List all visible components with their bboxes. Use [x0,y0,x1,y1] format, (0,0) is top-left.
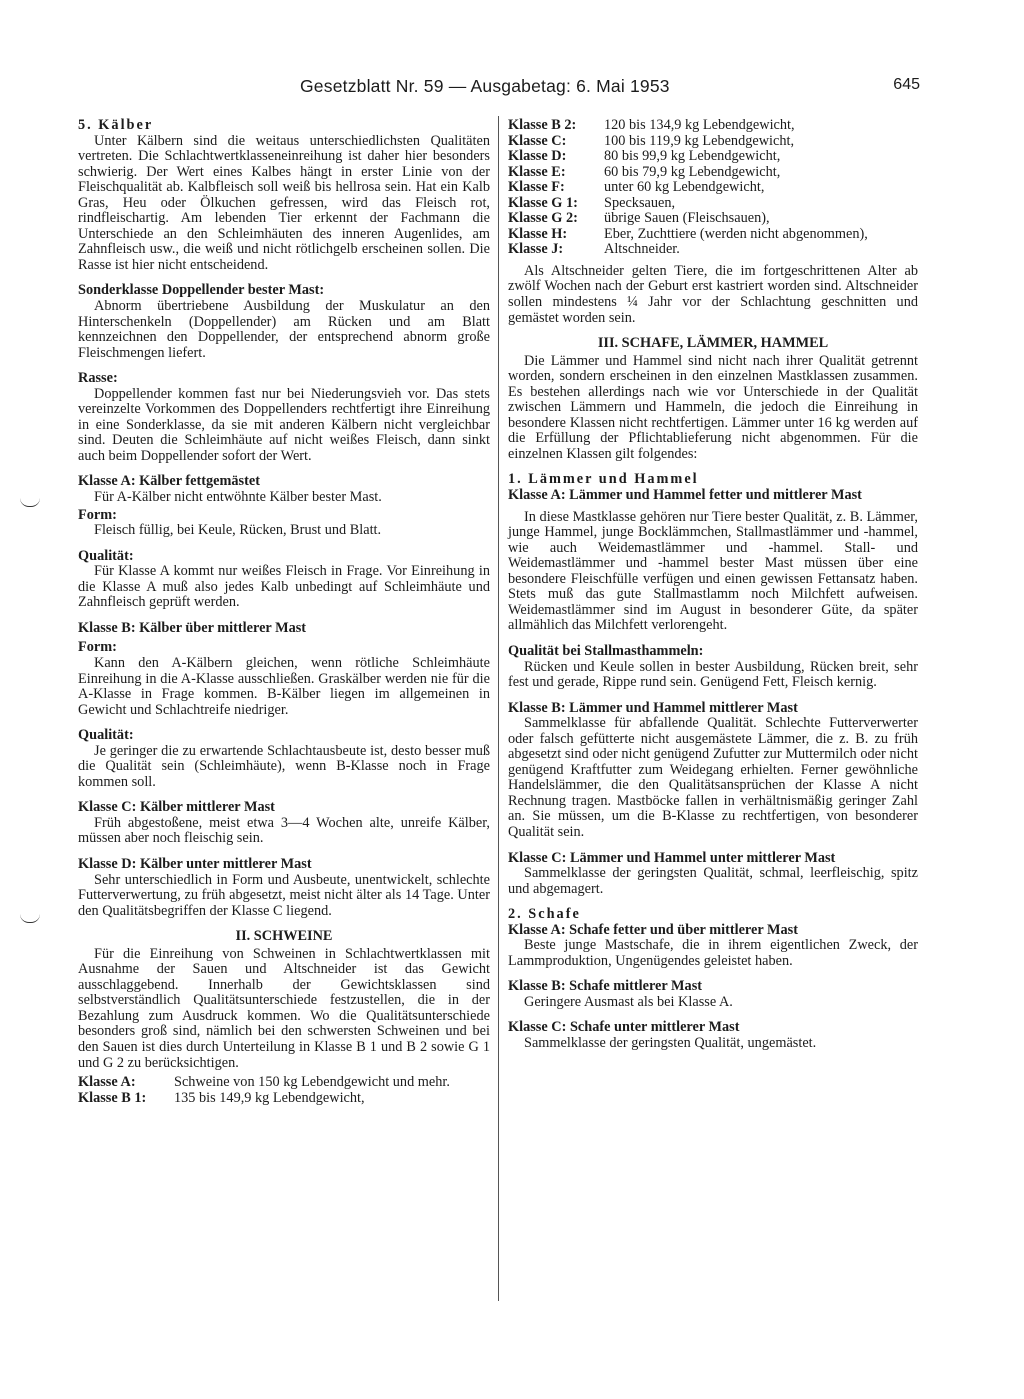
class-row [508,211,918,227]
paragraph: Für die Einreihung von Schweinen in Schlachtwertklassen mit Ausnahme der Sauen und Altschneider ist das Gewicht ausschlaggebend. Innerhalb der Gewichtsklassen sind selbstverständlich Qualitätsunterschiede festzustellen, die in der Bezahlung zum Ausdruck kommen. Wo die Qualitätsunterschiede besonders groß sind, nämlich bei den schwersten Schweinen und bei den Sauen ist dies durch Unterteilung in Klasse B 1 und B 2 sowie G 1 und G 2 zu berücksichtigen. [78,945,490,1071]
class-value: übrige Sauen (Fleischsauen), [604,210,770,227]
class-value: 60 bis 79,9 kg Lebendgewicht, [604,163,781,180]
paragraph: Unter Kälbern sind die weitaus unterschiedlichsten Qualitäten vertreten. Die Schlachtwertklasseneinreihung ist daher hier besonders schwierig. Der Wert eines Kalbes hängt in erster Linie von der Fleischqualität ab. Kalbfleisch soll weiß bis hellrosa sein. Hat ein Kalb Gras, Heu oder Ölkuchen gefressen, wird das Fleisch rot, rindfleischartig. Am lebenden Tier erkennt der Fachmann die Unterschiede an den Schleimhäuten des inneren Augenlides, am Zahnfleisch usw., die weiß und nicht rötlichgelb erscheinen sollen. Die Rasse ist hier nicht entscheidend. [78,132,490,273]
paragraph: Für A-Kälber nicht entwöhnte Kälber bester Mast. [94,489,382,506]
subheading: Klasse D: Kälber unter mittlerer Mast [78,855,312,872]
class-row [78,1075,490,1091]
paragraph: Doppellender kommen fast nur bei Niederungsvieh vor. Das stets vereinzelte Vorkommen des Doppellenders rechtfertigt ihre Einreihung in eine Sonderklasse, da sie mit anderen Kälbern nicht vergleichbar sind. Deuten die Schleimhäute auf nicht weißes Fleisch, dann sinkt auch beim Doppellender sofort der Wert. [78,385,490,464]
class-row [508,118,918,134]
class-key: Klasse B 2: [508,117,577,133]
paragraph: Abnorm übertriebene Ausbildung der Muskulatur an den Hinterschenkeln (Doppellender) am Rücken und am Blatt kennzeichnen den Doppellender, der entsprechend abnorm große Fleischmengen liefert. [78,298,490,361]
paragraph: Sammelklasse der geringsten Qualität, ungemästet. [524,1034,817,1051]
class-key: Klasse G 2: [508,210,578,227]
class-key: Klasse E: [508,163,566,180]
class-row [508,149,918,165]
class-value: Altschneider. [604,241,680,258]
subheading: Qualität: [78,727,134,744]
margin-mark [20,498,40,507]
class-key: Klasse G 1: [508,194,578,211]
class-row [508,196,918,212]
subheading: Sonderklasse Doppellender bester Mast: [78,282,325,299]
subheading: Klasse B: Schafe mittlerer Mast [508,978,703,995]
class-value: 120 bis 134,9 kg Lebendgewicht, [604,117,795,133]
section-heading: II. SCHWEINE [235,928,333,945]
subheading: Klasse C: Schafe unter mittlerer Mast [508,1019,740,1036]
right-column [508,118,918,1062]
paragraph: Sammelklasse für abfallende Qualität. Schlechte Futterverwerter oder falsch gefütterte nicht ausgemästete Lämmer, die z. B. zu früh abgesetzt sind oder nicht genügend Zufutter zur Muttermilch oder nicht genügend Kraftfutter zum Weidegang erhielten. Ferner gewöhnliche Handelslämmer, die den Qualitätsansprüchen der Klasse A nicht Rechnung tragen. Mastböcke fallen in verhältnismäßig geringer Zahl an. Sie müssen, um die B-Klasse zu rechtfertigen, von besonderer Qualität sein. [508,715,918,840]
class-row [508,134,918,150]
page-number: 645 [893,76,920,93]
subheading: Klasse A: Lämmer und Hammel fetter und mittlerer Mast [508,487,862,504]
class-row [508,165,918,181]
subheading: Klasse C: Lämmer und Hammel unter mittlerer Mast [508,849,836,866]
header-title: Gesetzblatt Nr. 59 — Ausgabetag: 6. Mai 1953 [300,76,670,96]
paragraph: Je geringer die zu erwartende Schlachtausbeute ist, desto besser muß die Qualität sein (Schleimhäute), wenn B-Klasse noch in Frage kommen soll. [78,742,490,790]
paragraph: Als Altschneider gelten Tiere, die im fortgeschrittenen Alter ab zwölf Wochen nach der Geburt erst kastriert worden sind. Altschneider sollen mindestens ¼ Jahr vor der Schlachtung geschnitten und gemästet worden sein. [508,262,918,326]
class-value: unter 60 kg Lebendgewicht, [604,179,765,196]
paragraph: Geringere Ausmast als bei Klasse A. [524,993,733,1010]
class-value: 100 bis 119,9 kg Lebendgewicht, [604,132,795,149]
column-divider [498,116,499,1301]
class-value: Schweine von 150 kg Lebendgewicht und mehr. [174,1074,450,1091]
paragraph: Beste junge Mastschafe, die in ihrem eigentlichen Zweck, der Lammproduktion, Ungenügendes geleistet haben. [508,937,918,969]
class-value: 135 bis 149,9 kg Lebendgewicht, [174,1089,365,1106]
subheading: Qualität: [78,547,134,564]
class-key: Klasse D: [508,148,567,165]
paragraph: Sammelklasse der geringsten Qualität, schmal, leerfleischig, spitz und abgemagert. [508,865,918,897]
section-heading: 2. Schafe [508,906,581,923]
subheading: Form: [78,506,117,523]
paragraph: Die Lämmer und Hammel sind nicht nach ihrer Qualität getrennt worden, sondern erscheinen in den einzelnen Mastklassen zusammen. Es bestehen allerdings nach wie vor Unterschiede in der Qualität zwischen Lämmern und Hammeln, die jedoch die Einreihung in besondere Klassen nicht rechtfertigen. Lämmer unter 16 kg werden auf die Erfüllung der Pflichtablieferung nicht abgenommen. Für die einzelnen Klassen gilt folgendes: [508,352,918,462]
section-heading: 5. Kälber [78,117,154,133]
class-key: Klasse B 1: [78,1089,147,1106]
margin-mark [20,914,40,923]
paragraph: Früh abgestoßene, meist etwa 3—4 Wochen alte, unreife Kälber, müssen aber noch fleischig sein. [78,814,490,847]
paragraph: In diese Mastklasse gehören nur Tiere bester Qualität, z. B. Lämmer, junge Hammel, junge Bocklämmchen, Stallmastlämmer und -hammel, wie auch Weidemastlämmer und -hammel. Stall- und Weidemastlämmer und -hammel bester Mast müssen über eine besondere Fleischfülle verfügen und einen gewissen Fettansatz haben. Stets muß das gute Stallmastlamm noch Milchfett aufweisen. Weidemastlämmer sind im August in besonderer Güte, da später allmählich das Milchfett verlorengeht. [508,508,918,634]
subheading: Klasse B: Lämmer und Hammel mittlerer Mast [508,699,798,716]
subheading: Klasse A: Schafe fetter und über mittlerer Mast [508,921,798,938]
class-key: Klasse H: [508,225,568,242]
subheading: Rasse: [78,370,118,387]
subheading: Klasse C: Kälber mittlerer Mast [78,799,275,816]
section-heading: 1. Lämmer und Hammel [508,471,699,488]
section-heading: III. SCHAFE, LÄMMER, HAMMEL [597,335,829,352]
class-key: Klasse F: [508,179,565,196]
paragraph: Fleisch füllig, bei Keule, Rücken, Brust und Blatt. [94,522,382,539]
subheading: Form: [78,639,117,656]
subheading: Qualität bei Stallmasthammeln: [508,642,704,659]
class-key: Klasse C: [508,132,567,149]
class-value: Eber, Zuchttiere (werden nicht abgenommen), [604,225,868,242]
class-row [508,242,918,258]
page-header [80,76,922,102]
class-key: Klasse A: [78,1074,136,1091]
left-column [78,118,490,1106]
subheading: Klasse B: Kälber über mittlerer Mast [78,619,307,636]
paragraph: Rücken und Keule sollen in bester Ausbildung, Rücken breit, sehr fest und gerade, Rippe rund sein. Genügend Fett, Fleisch kernig. [508,658,918,691]
paragraph: Für Klasse A kommt nur weißes Fleisch in Frage. Vor Einreihung in die Klasse A muß also jedes Kalb unbedingt auf Schleimhäute und Zahnfleisch geprüft werden. [78,563,490,611]
class-row [508,227,918,243]
paragraph: Kann den A-Kälbern gleichen, wenn rötliche Schleimhäute Einreihung in die A-Klasse ausschließen. Graskälber werden nie für die A-Klasse in Frage kommen. B-Kälber liegen im allgemeinen in Gewicht und Schlachtreife niedriger. [78,654,490,718]
paragraph: Sehr unterschiedlich in Form und Ausbeute, unentwickelt, schlechte Futterverwertung, zu früh abgesetzt, meist nicht älter als 14 Tage. Unter den Qualitätsbegriffen der Klasse C liegend. [78,871,490,919]
class-value: 80 bis 99,9 kg Lebendgewicht, [604,148,781,165]
class-value: Specksauen, [604,194,676,211]
class-row [508,180,918,196]
class-row [78,1091,490,1107]
subheading: Klasse A: Kälber fettgemästet [78,473,260,490]
class-key: Klasse J: [508,241,564,258]
